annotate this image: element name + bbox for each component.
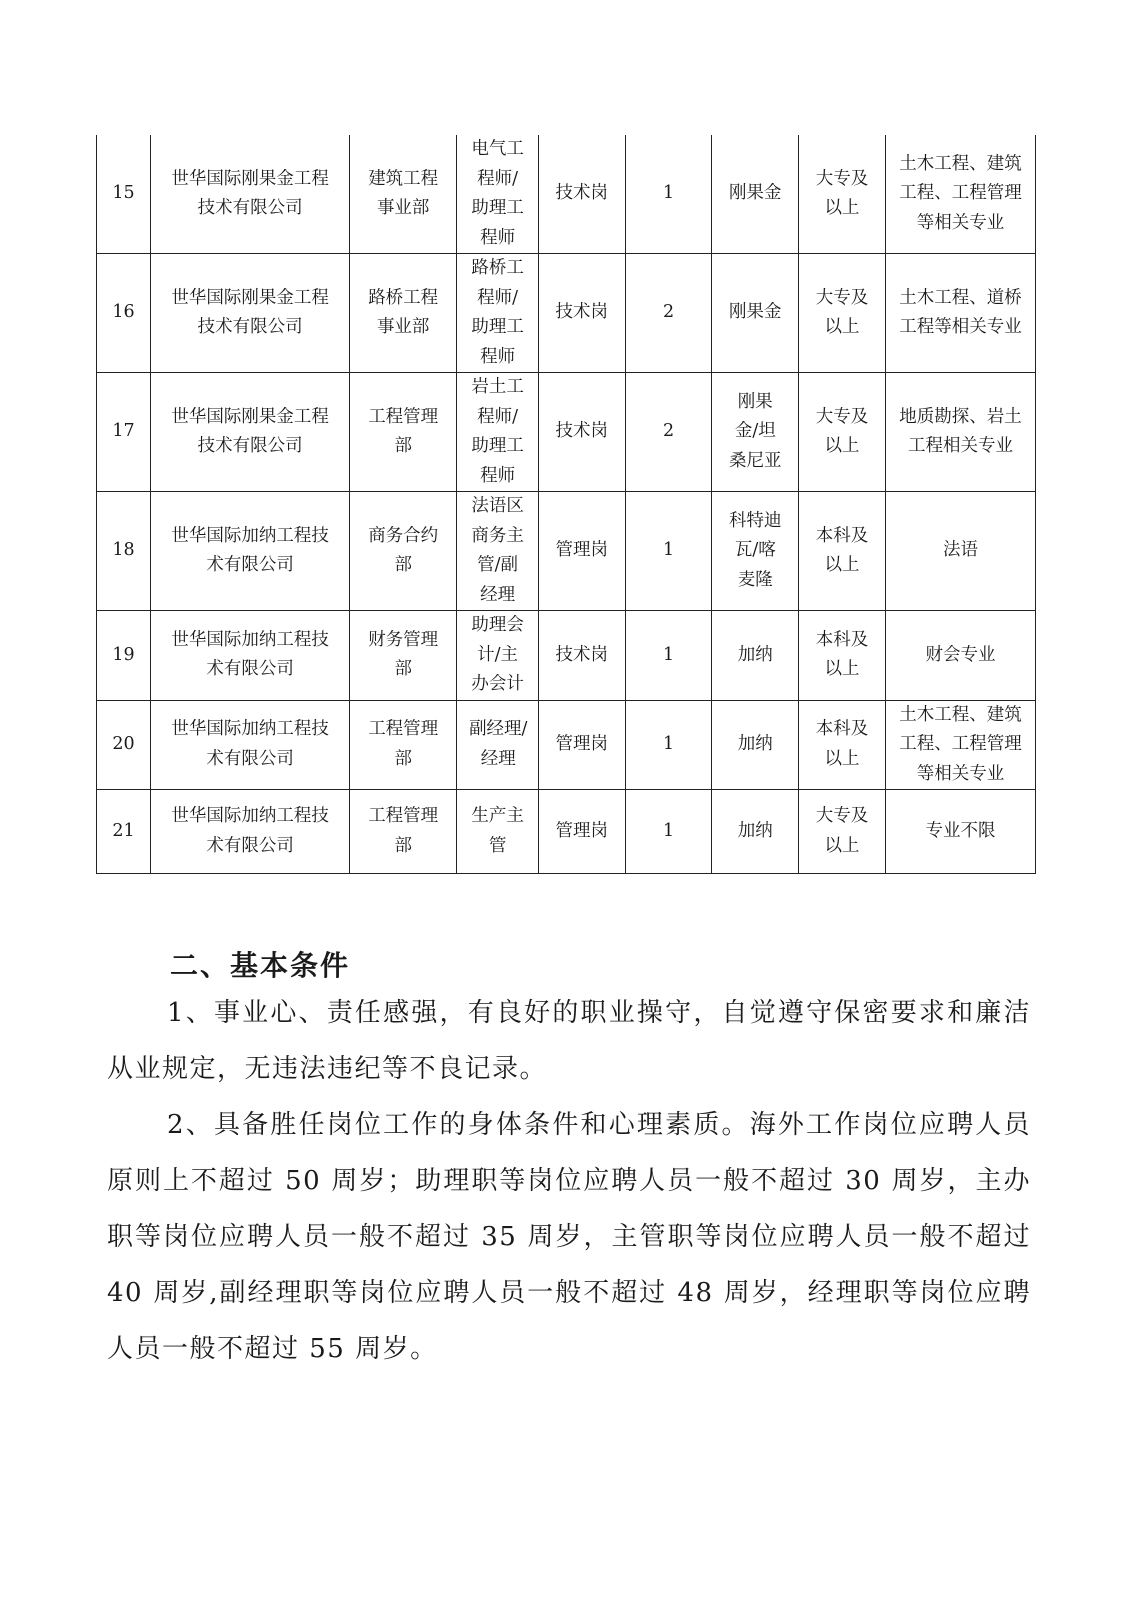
cell-type: 管理岗: [538, 790, 625, 874]
cell-department: 商务合约部: [350, 492, 457, 611]
cell-education: 大专及以上: [799, 254, 886, 373]
paragraph-1: 1、事业心、责任感强，有良好的职业操守，自觉遵守保密要求和廉洁从业规定，无违法违纪等不良记录。: [107, 998, 1031, 1084]
cell-no: 19: [97, 611, 151, 701]
cell-education: 大专及以上: [799, 790, 886, 874]
cell-position: 副经理/经理: [457, 700, 539, 790]
cell-no: 17: [97, 373, 151, 492]
cell-education: 本科及以上: [799, 611, 886, 701]
cell-department: 路桥工程事业部: [350, 254, 457, 373]
cell-education: 本科及以上: [799, 700, 886, 790]
cell-education: 大专及以上: [799, 135, 886, 254]
cell-position: 生产主管: [457, 790, 539, 874]
cell-department: 工程管理部: [350, 700, 457, 790]
cell-major: 法语: [885, 492, 1035, 611]
cell-company: 世华国际加纳工程技术有限公司: [151, 790, 350, 874]
cell-location: 刚果金: [712, 254, 799, 373]
cell-position: 岩土工程师/助理工程师: [457, 373, 539, 492]
cell-department: 工程管理部: [350, 373, 457, 492]
cell-major: 财会专业: [885, 611, 1035, 701]
cell-count: 1: [625, 700, 712, 790]
cell-type: 技术岗: [538, 373, 625, 492]
table-row: [97, 254, 1036, 373]
cell-count: 2: [625, 373, 712, 492]
cell-company: 世华国际刚果金工程技术有限公司: [151, 135, 350, 254]
cell-no: 16: [97, 254, 151, 373]
cell-major: 土木工程、建筑工程、工程管理等相关专业: [885, 700, 1035, 790]
cell-major: 地质勘探、岩土工程相关专业: [885, 373, 1035, 492]
cell-type: 技术岗: [538, 135, 625, 254]
cell-company: 世华国际刚果金工程技术有限公司: [151, 254, 350, 373]
table-row: [97, 492, 1036, 611]
cell-location: 刚果金/坦桑尼亚: [712, 373, 799, 492]
cell-position: 助理会计/主办会计: [457, 611, 539, 701]
cell-count: 2: [625, 254, 712, 373]
cell-location: 科特迪瓦/喀麦隆: [712, 492, 799, 611]
cell-major: 土木工程、道桥工程等相关专业: [885, 254, 1035, 373]
cell-department: 财务管理部: [350, 611, 457, 701]
cell-type: 管理岗: [538, 492, 625, 611]
cell-type: 技术岗: [538, 254, 625, 373]
cell-location: 加纳: [712, 790, 799, 874]
table-row: [97, 700, 1036, 790]
table-row: [97, 373, 1036, 492]
job-positions-table: [96, 135, 1036, 874]
cell-position: 法语区商务主管/副经理: [457, 492, 539, 611]
cell-company: 世华国际加纳工程技术有限公司: [151, 492, 350, 611]
cell-department: 工程管理部: [350, 790, 457, 874]
cell-location: 加纳: [712, 700, 799, 790]
cell-count: 1: [625, 611, 712, 701]
cell-position: 电气工程师/助理工程师: [457, 135, 539, 254]
cell-position: 路桥工程师/助理工程师: [457, 254, 539, 373]
cell-major: 专业不限: [885, 790, 1035, 874]
cell-major: 土木工程、建筑工程、工程管理等相关专业: [885, 135, 1035, 254]
cell-type: 技术岗: [538, 611, 625, 701]
cell-company: 世华国际加纳工程技术有限公司: [151, 611, 350, 701]
cell-no: 20: [97, 700, 151, 790]
cell-no: 15: [97, 135, 151, 254]
cell-type: 管理岗: [538, 700, 625, 790]
table-row: [97, 611, 1036, 701]
cell-department: 建筑工程事业部: [350, 135, 457, 254]
paragraph-2: 2、具备胜任岗位工作的身体条件和心理素质。海外工作岗位应聘人员原则上不超过 50 周岁；助理职等岗位应聘人员一般不超过 30 周岁，主办职等岗位应聘人员一般不超过 35 周岁，主管职等岗位应聘人员一般不超过 40 周岁,副经理职等岗位应聘人员一般不超过 48 周岁，经理职等岗位应聘人员一般不超过 55 周岁。: [107, 1110, 1031, 1364]
cell-company: 世华国际刚果金工程技术有限公司: [151, 373, 350, 492]
table-row: [97, 135, 1036, 254]
cell-location: 刚果金: [712, 135, 799, 254]
cell-count: 1: [625, 790, 712, 874]
cell-count: 1: [625, 135, 712, 254]
cell-no: 18: [97, 492, 151, 611]
cell-education: 本科及以上: [799, 492, 886, 611]
cell-location: 加纳: [712, 611, 799, 701]
cell-education: 大专及以上: [799, 373, 886, 492]
cell-count: 1: [625, 492, 712, 611]
table-row: [97, 790, 1036, 874]
cell-company: 世华国际加纳工程技术有限公司: [151, 700, 350, 790]
section-heading: 二、基本条件: [170, 949, 351, 982]
cell-no: 21: [97, 790, 151, 874]
